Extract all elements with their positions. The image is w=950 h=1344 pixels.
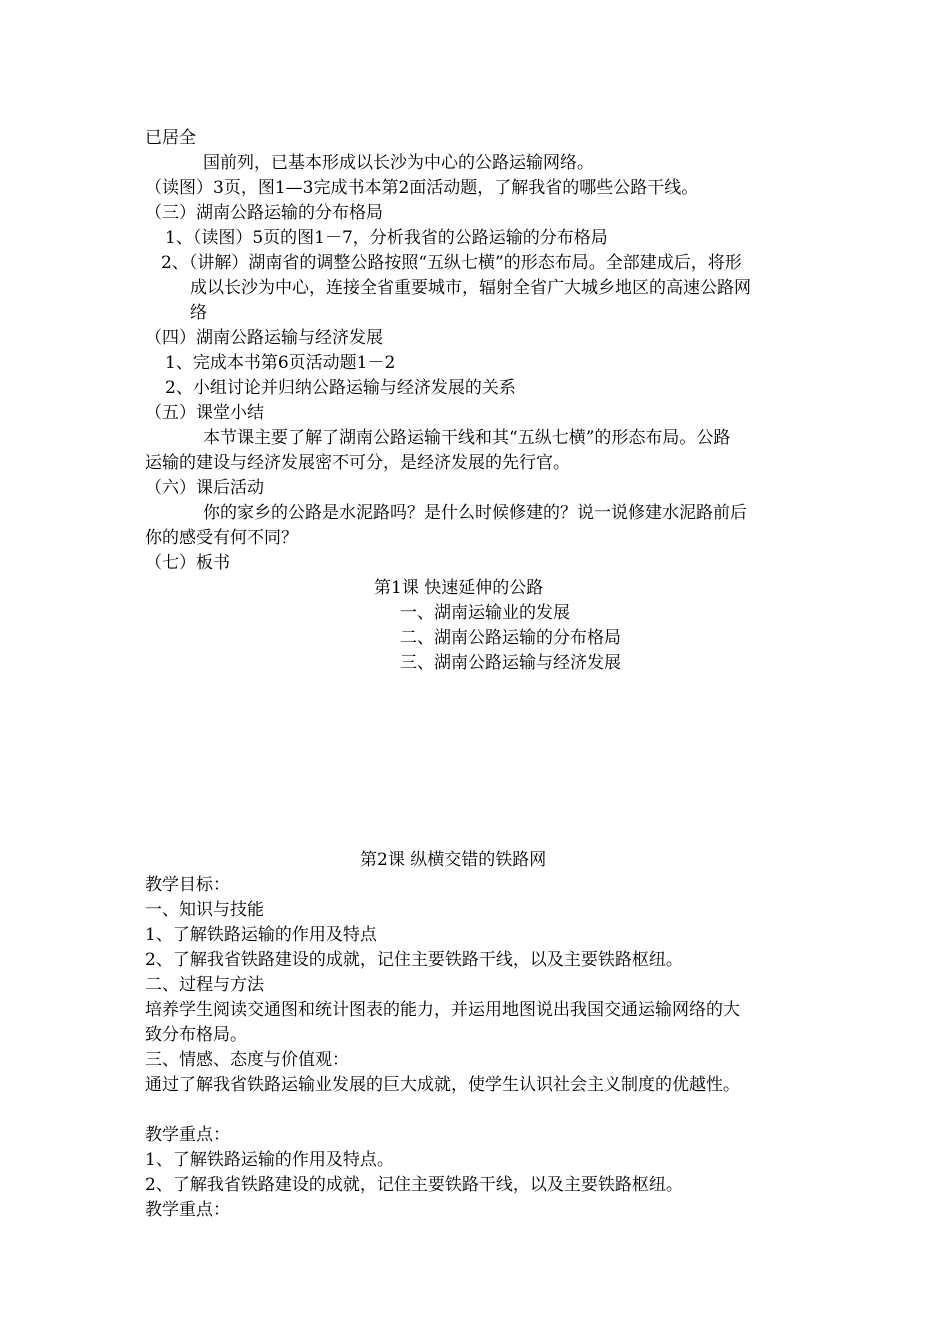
text-line: 你的感受有何不同？ (145, 528, 298, 548)
text-line: 2、了解我省铁路建设的成就，记住主要铁路干线，以及主要铁路枢纽。 (145, 1175, 683, 1195)
text-line: 1、了解铁路运输的作用及特点。 (145, 1150, 394, 1170)
text-line: 1、完成本书第6页活动题1－2 (165, 353, 396, 373)
text-line: 教学目标： (145, 875, 230, 895)
text-line: 已居全 (145, 128, 196, 148)
text-line: 本节课主要了解了湖南公路运输干线和其“五纵七横”的形态布局。公路 (203, 428, 731, 448)
section-heading: （四）湖南公路运输与经济发展 (145, 328, 383, 348)
text-line: 2、了解我省铁路建设的成就，记住主要铁路干线，以及主要铁路枢纽。 (145, 950, 683, 970)
board-item: 一、湖南运输业的发展 (400, 603, 570, 623)
text-line: （读图）3页，图1—3完成书本第2面活动题，了解我省的哪些公路干线。 (145, 178, 699, 198)
text-line: 1、（读图）5页的图1－7，分析我省的公路运输的分布格局 (165, 228, 608, 248)
text-line: 国前列，已基本形成以长沙为中心的公路运输网络。 (203, 153, 594, 173)
text-line: 教学重点： (145, 1200, 230, 1220)
text-line: 教学重点： (145, 1125, 230, 1145)
section-heading: （五）课堂小结 (145, 403, 264, 423)
text-line: 一、知识与技能 (145, 900, 264, 920)
text-line: 三、情感、态度与价值观： (145, 1050, 349, 1070)
text-line: 2、（讲解）湖南省的调整公路按照“五纵七横”的形态布局。全部建成后，将形 (161, 253, 742, 273)
section-heading: （七）板书 (145, 553, 230, 573)
lesson-title: 第2课 纵横交错的铁路网 (360, 850, 547, 870)
text-line: 络 (190, 303, 207, 323)
text-line: 二、过程与方法 (145, 975, 264, 995)
text-line: 你的家乡的公路是水泥路吗？是什么时候修建的？说一说修建水泥路前后 (203, 503, 747, 523)
text-line: 致分布格局。 (145, 1025, 247, 1045)
board-item: 三、湖南公路运输与经济发展 (400, 653, 621, 673)
text-line: 培养学生阅读交通图和统计图表的能力，并运用地图说出我国交通运输网络的大 (145, 1000, 740, 1020)
section-heading: （六）课后活动 (145, 478, 264, 498)
text-line: 成以长沙为中心，连接全省重要城市，辐射全省广大城乡地区的高速公路网 (190, 278, 751, 298)
text-line: 1、了解铁路运输的作用及特点 (145, 925, 377, 945)
board-item: 二、湖南公路运输的分布格局 (400, 628, 621, 648)
text-line: 2、小组讨论并归纳公路运输与经济发展的关系 (165, 378, 516, 398)
text-line: 运输的建设与经济发展密不可分，是经济发展的先行官。 (145, 453, 570, 473)
text-line: 通过了解我省铁路运输业发展的巨大成就，使学生认识社会主义制度的优越性。 (145, 1075, 740, 1095)
section-heading: （三）湖南公路运输的分布格局 (145, 203, 383, 223)
board-title: 第1课 快速延伸的公路 (374, 578, 544, 598)
